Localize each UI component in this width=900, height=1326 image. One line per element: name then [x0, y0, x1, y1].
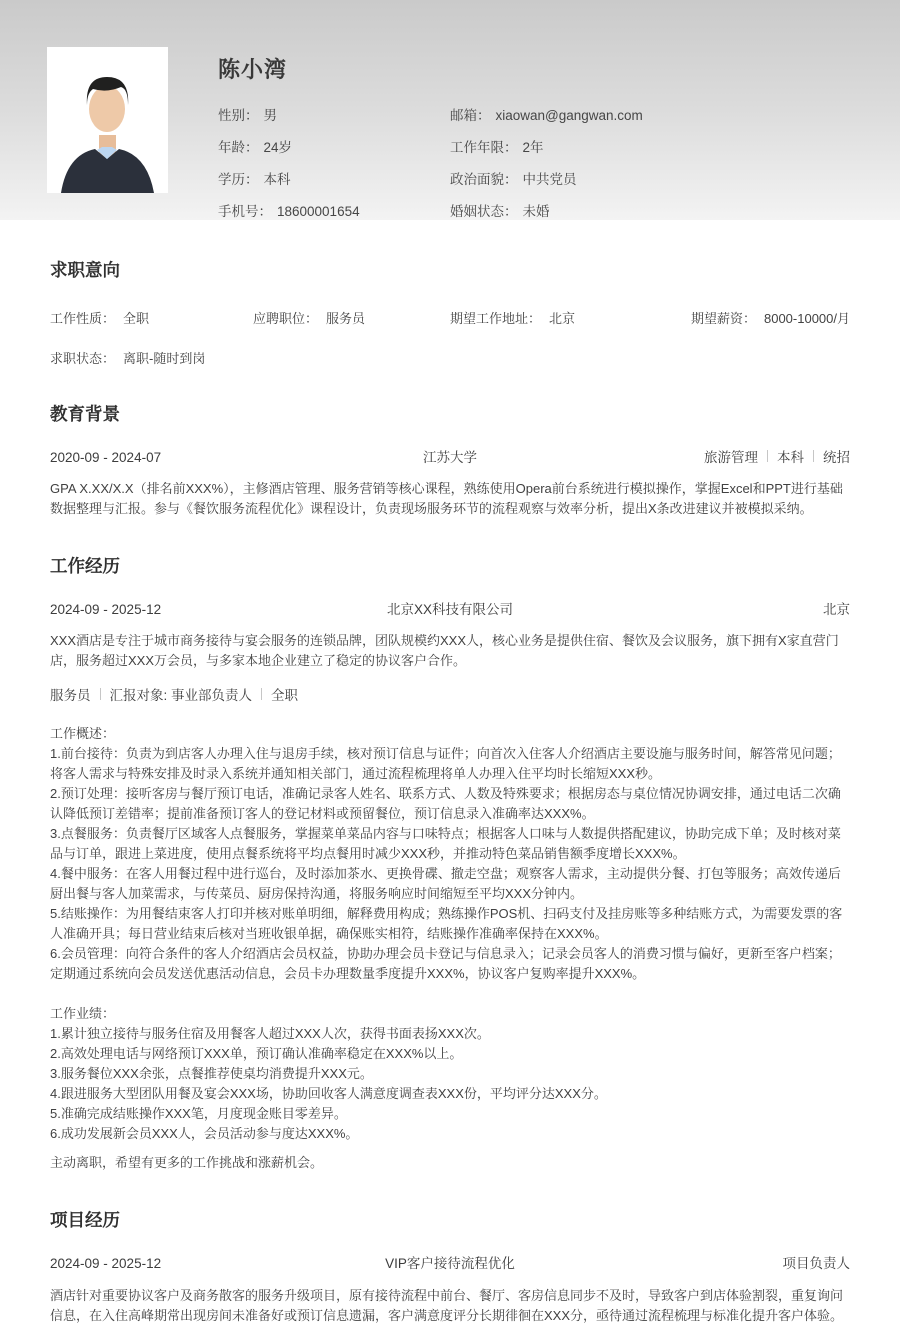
- field-email: 邮箱： xiaowan@gangwan.com: [450, 108, 643, 123]
- education-description: GPA X.XX/X.X（排名前XXX%），主修酒店管理、服务营销等核心课程，熟练使用Opera前台系统进行模拟操作，掌握Excel和PPT进行基础数据整理与汇报。参与《餐饮服务流程优化》课程设计，负责现场服务环节的流程观察与效率分析，提出X条改进建议并被模拟采纳。: [50, 481, 843, 516]
- education-admission-type: 统招: [823, 450, 850, 465]
- vertical-divider: [100, 688, 101, 700]
- job-intent-row-1: [50, 308, 850, 327]
- duty-item: 6.会员管理：向符合条件的客人介绍酒店会员权益，协助办理会员卡登记与信息录入；记录会员客人的消费习惯与偏好，更新至客户档案；定期通过系统向会员发送优惠活动信息，会员卡办理数量季度提升XXX%，协议客户复购率提升XXX%。: [50, 946, 841, 981]
- work-company: 北京XX科技有限公司: [386, 602, 513, 617]
- achievement-item: 6.成功发展新会员XXX人，会员活动参与度达XXX%。: [50, 1126, 359, 1141]
- section-education: [50, 401, 850, 519]
- leave-reason: 主动离职，希望有更多的工作挑战和涨薪机会。: [50, 1155, 324, 1170]
- project-role: 项目负责人: [782, 1256, 850, 1271]
- achievement-item: 3.服务餐位XXX余张，点餐推荐使桌均消费提升XXX元。: [50, 1066, 373, 1081]
- job-intent-title: 求职意向: [50, 260, 120, 280]
- field-political-status: 政治面貌： 中共党员: [450, 172, 577, 187]
- education-title: 教育背景: [50, 404, 120, 424]
- duty-item: 3.点餐服务：负责餐厅区域客人点餐服务，掌握菜单菜品内容与口味特点；根据客人口味与人数提供搭配建议，协助完成下单；及时核对菜品与订单，跟进上菜进度，使用点餐系统将平均点餐用时减少XXX秒，并推动特色菜品销售额季度增长XXX%。: [50, 826, 841, 861]
- work-location: 北京: [823, 602, 850, 617]
- work-period: 2024-09 - 2025-12: [50, 602, 162, 617]
- project-entry: [50, 1252, 850, 1272]
- field-phone: 手机号： 18600001654: [218, 204, 360, 219]
- personal-fields: [218, 104, 850, 220]
- education-tags: [615, 446, 850, 466]
- field-degree: 学历： 本科: [218, 172, 291, 187]
- project-name: VIP客户接待流程优化: [385, 1256, 515, 1271]
- work-title: 工作经历: [50, 556, 120, 576]
- achievement-item: 4.跟进服务大型团队用餐及宴会XXX场，协助回收客人满意度调查表XXX份，平均评分达XXX分。: [50, 1086, 607, 1101]
- section-work-experience: [50, 553, 850, 1173]
- work-job-type: 全职: [271, 688, 299, 703]
- education-degree: 本科: [777, 450, 804, 465]
- field-age: 年龄： 24岁: [218, 140, 293, 155]
- vertical-divider: [813, 450, 814, 462]
- education-school: 江苏大学: [423, 450, 477, 465]
- section-job-intent: [50, 257, 850, 367]
- field-job-nature: 工作性质： 全职: [50, 311, 150, 326]
- achievement-item: 1.累计独立接待与服务住宿及用餐客人超过XXX人次，获得书面表扬XXX次。: [50, 1026, 490, 1041]
- duty-item: 2.预订处理：接听客房与餐厅预订电话，准确记录客人姓名、联系方式、人数及特殊要求；根据房态与桌位情况协调安排，通过电话二次确认降低预订差错率；提前准备预订客人的登记材料或预留餐位，预订信息录入准确率达XXX%。: [50, 786, 841, 821]
- work-achievements: [50, 1004, 850, 1144]
- job-intent-row-2: [50, 348, 850, 367]
- project-description: 酒店针对重要协议客户及商务散客的服务升级项目，原有接待流程中前台、餐厅、客房信息同步不及时，导致客户到店体验割裂，重复询问信息，在入住高峰期常出现房间未准备好或预订信息遗漏，客户满意度评分长期徘徊在XXX分，亟待通过流程梳理与标准化提升客户体验。: [50, 1288, 844, 1323]
- work-report-to: 汇报对象: 事业部负责人: [109, 688, 253, 703]
- work-achievements-label: 工作业绩：: [50, 1006, 116, 1021]
- education-entry: [50, 446, 850, 466]
- field-marital-status: 婚姻状态： 未婚: [450, 204, 550, 219]
- project-period: 2024-09 - 2025-12: [50, 1256, 162, 1271]
- resume-header: [0, 0, 900, 220]
- education-major: 旅游管理: [704, 450, 758, 465]
- profile-photo: [47, 47, 168, 193]
- field-gender: 性别： 男: [218, 108, 277, 123]
- field-work-years: 工作年限： 2年: [450, 140, 544, 155]
- field-target-location: 期望工作地址： 北京: [450, 311, 576, 326]
- duty-item: 4.餐中服务：在客人用餐过程中进行巡台，及时添加茶水、更换骨碟、撤走空盘；观察客人需求，主动提供分餐、打包等服务；高效传递后厨出餐与客人加菜需求，与传菜员、厨房保持沟通，将服务响应时间缩短至平均XXX分钟内。: [50, 866, 841, 901]
- education-period: 2020-09 - 2024-07: [50, 450, 162, 465]
- vertical-divider: [261, 688, 262, 700]
- section-project-experience: [50, 1207, 850, 1326]
- candidate-name: 陈小湾: [218, 57, 288, 82]
- work-overview-label: 工作概述：: [50, 726, 116, 741]
- resume-body: [0, 257, 900, 1326]
- work-entry: [50, 598, 850, 618]
- vertical-divider: [767, 450, 768, 462]
- work-position: 服务员: [50, 688, 91, 703]
- field-job-status: 求职状态： 离职-随时到岗: [50, 351, 206, 366]
- duty-item: 1.前台接待：负责为到店客人办理入住与退房手续，核对预订信息与证件；向首次入住客人介绍酒店主要设施与服务时间，解答常见问题；将客人需求与特殊安排及时录入系统并通知相关部门，通过流程梳理将单人办理入住平均时长缩短XXX秒。: [50, 746, 841, 781]
- work-meta: [50, 684, 850, 704]
- achievement-item: 2.高效处理电话与网络预订XXX单，预订确认准确率稳定在XXX%以上。: [50, 1046, 463, 1061]
- company-intro: XXX酒店是专注于城市商务接待与宴会服务的连锁品牌，团队规模约XXX人，核心业务是提供住宿、餐饮及会议服务，旗下拥有X家直营门店，服务超过XXX万会员，与多家本地企业建立了稳定的协议客户合作。: [50, 633, 839, 668]
- duty-item: 5.结账操作：为用餐结束客人打印并核对账单明细，解释费用构成；熟练操作POS机、扫码支付及挂房账等多种结账方式，为需要发票的客人准确开具；每日营业结束后核对当班收银单据，确保账实相符，结账操作准确率保持在XXX%。: [50, 906, 843, 941]
- field-expected-salary: 期望薪资： 8000-10000/月: [690, 311, 850, 326]
- avatar: [47, 47, 168, 193]
- work-overview: [50, 724, 850, 984]
- field-target-position: 应聘职位： 服务员: [253, 311, 366, 326]
- achievement-item: 5.准确完成结账操作XXX笔，月度现金账目零差异。: [50, 1106, 347, 1121]
- project-title: 项目经历: [50, 1210, 120, 1230]
- header-info: [218, 53, 850, 220]
